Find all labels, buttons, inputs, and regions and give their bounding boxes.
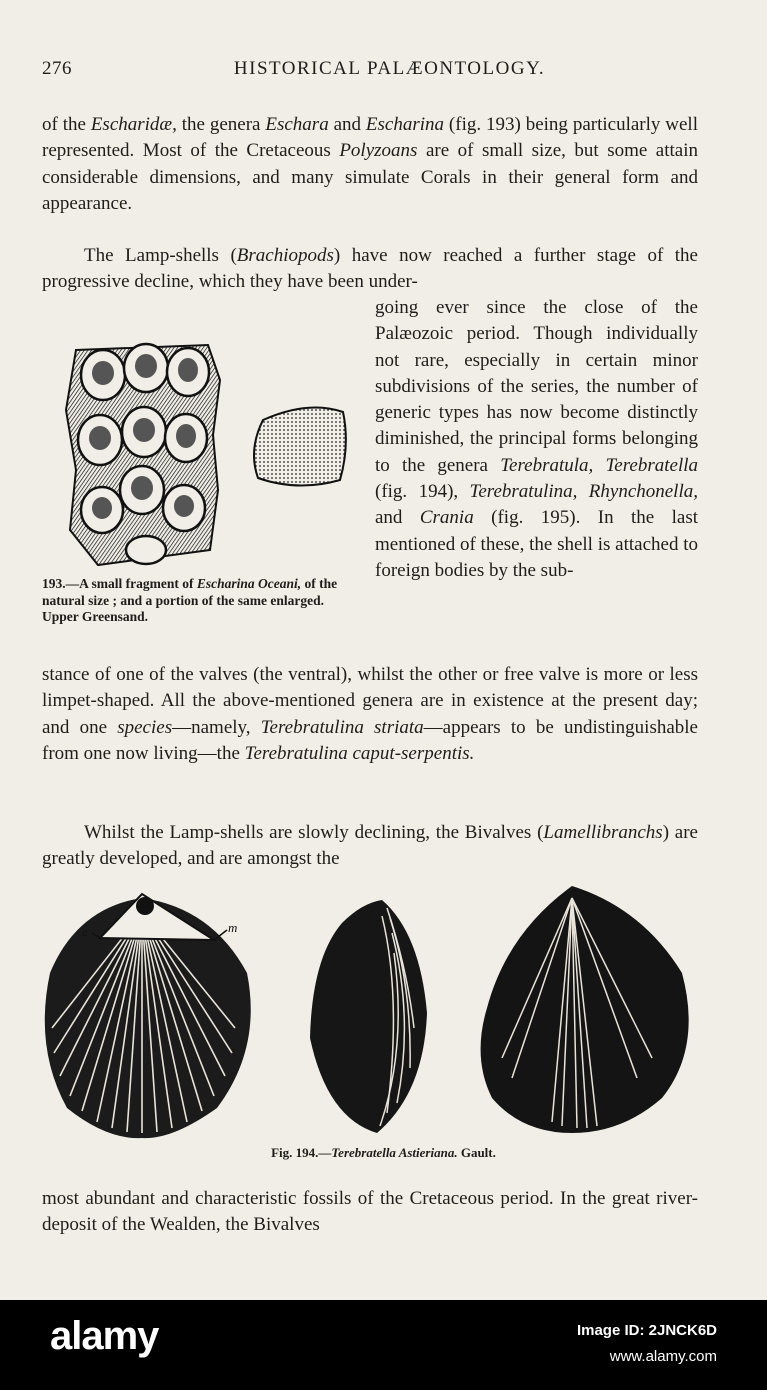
alamy-logo: alamy <box>50 1314 159 1358</box>
running-header <box>42 58 697 86</box>
figure-194-terebratella <box>42 878 712 1143</box>
page-number: 276 <box>42 58 72 79</box>
paragraph-brachiopods-continued: stance of one of the valves (the ventral), whilst the other or free valve is more or less limpet-shaped. All the above-mentioned genera are in existence at the present day; and one species—namely, Terebratulina striata—appears to be undistinguishable from one now living—the Terebratulina caput-serpentis. <box>42 664 698 764</box>
figure-193-caption: 193.—A small fragment of Escharina Oceani, of the natural size ; and a portion of the same enlarged. Upper Greensand. <box>42 576 338 624</box>
escharina-fragment-illustration <box>58 340 358 570</box>
paragraph-brachiopods-column: going ever since the close of the Palæozoic period. Though individually not rare, especially in certain minor subdivisions of the series, the number of generic types has now become distinctly diminished, the principal forms belonging to the genera Terebratula, Terebratella (fig. 194), Terebratulina, Rhynchonella, and Crania (fig. 195). In the last mentioned of these, the shell is attached to foreign bodies by the sub- <box>375 297 698 581</box>
paragraph-brachiopods-intro: The Lamp-shells (Brachiopods) have now reached a further stage of the progressive decline, which they have been under- <box>42 245 698 293</box>
terebratella-shells-illustration <box>42 878 712 1143</box>
image-id: Image ID: 2JNCK6D <box>576 1322 717 1339</box>
paragraph-bivalves: Whilst the Lamp-shells are slowly declining, the Bivalves (Lamellibranchs) are greatly developed, and are amongst the <box>42 822 698 870</box>
shell-dorsal-view <box>45 894 251 1138</box>
shell-ventral-view <box>481 886 689 1133</box>
figure-194-caption: Fig. 194.—Terebratella Astieriana. Gault. <box>271 1145 496 1160</box>
stock-watermark-bar <box>0 1300 767 1390</box>
paragraph-cretaceous: most abundant and characteristic fossils of the Cretaceous period. In the great river-deposit of the Wealden, the Bivalves <box>42 1188 698 1236</box>
paragraph-polyzoa: of the Escharidæ, the genera Eschara and Escharina (fig. 193) being particularly well represented. Most of the Cretaceous Polyzoans are of small size, but some attain considerable dimensions, and many simulate Corals in their general form and appearance. <box>42 114 698 214</box>
shell-label-m: m <box>228 920 238 935</box>
figure-193-escharina <box>58 340 358 570</box>
running-title: HISTORICAL PALÆONTOLOGY. <box>233 58 546 79</box>
shell-side-view <box>310 900 427 1133</box>
source-url[interactable]: www.alamy.com <box>609 1348 717 1365</box>
shell-label-e: e <box>82 924 88 939</box>
